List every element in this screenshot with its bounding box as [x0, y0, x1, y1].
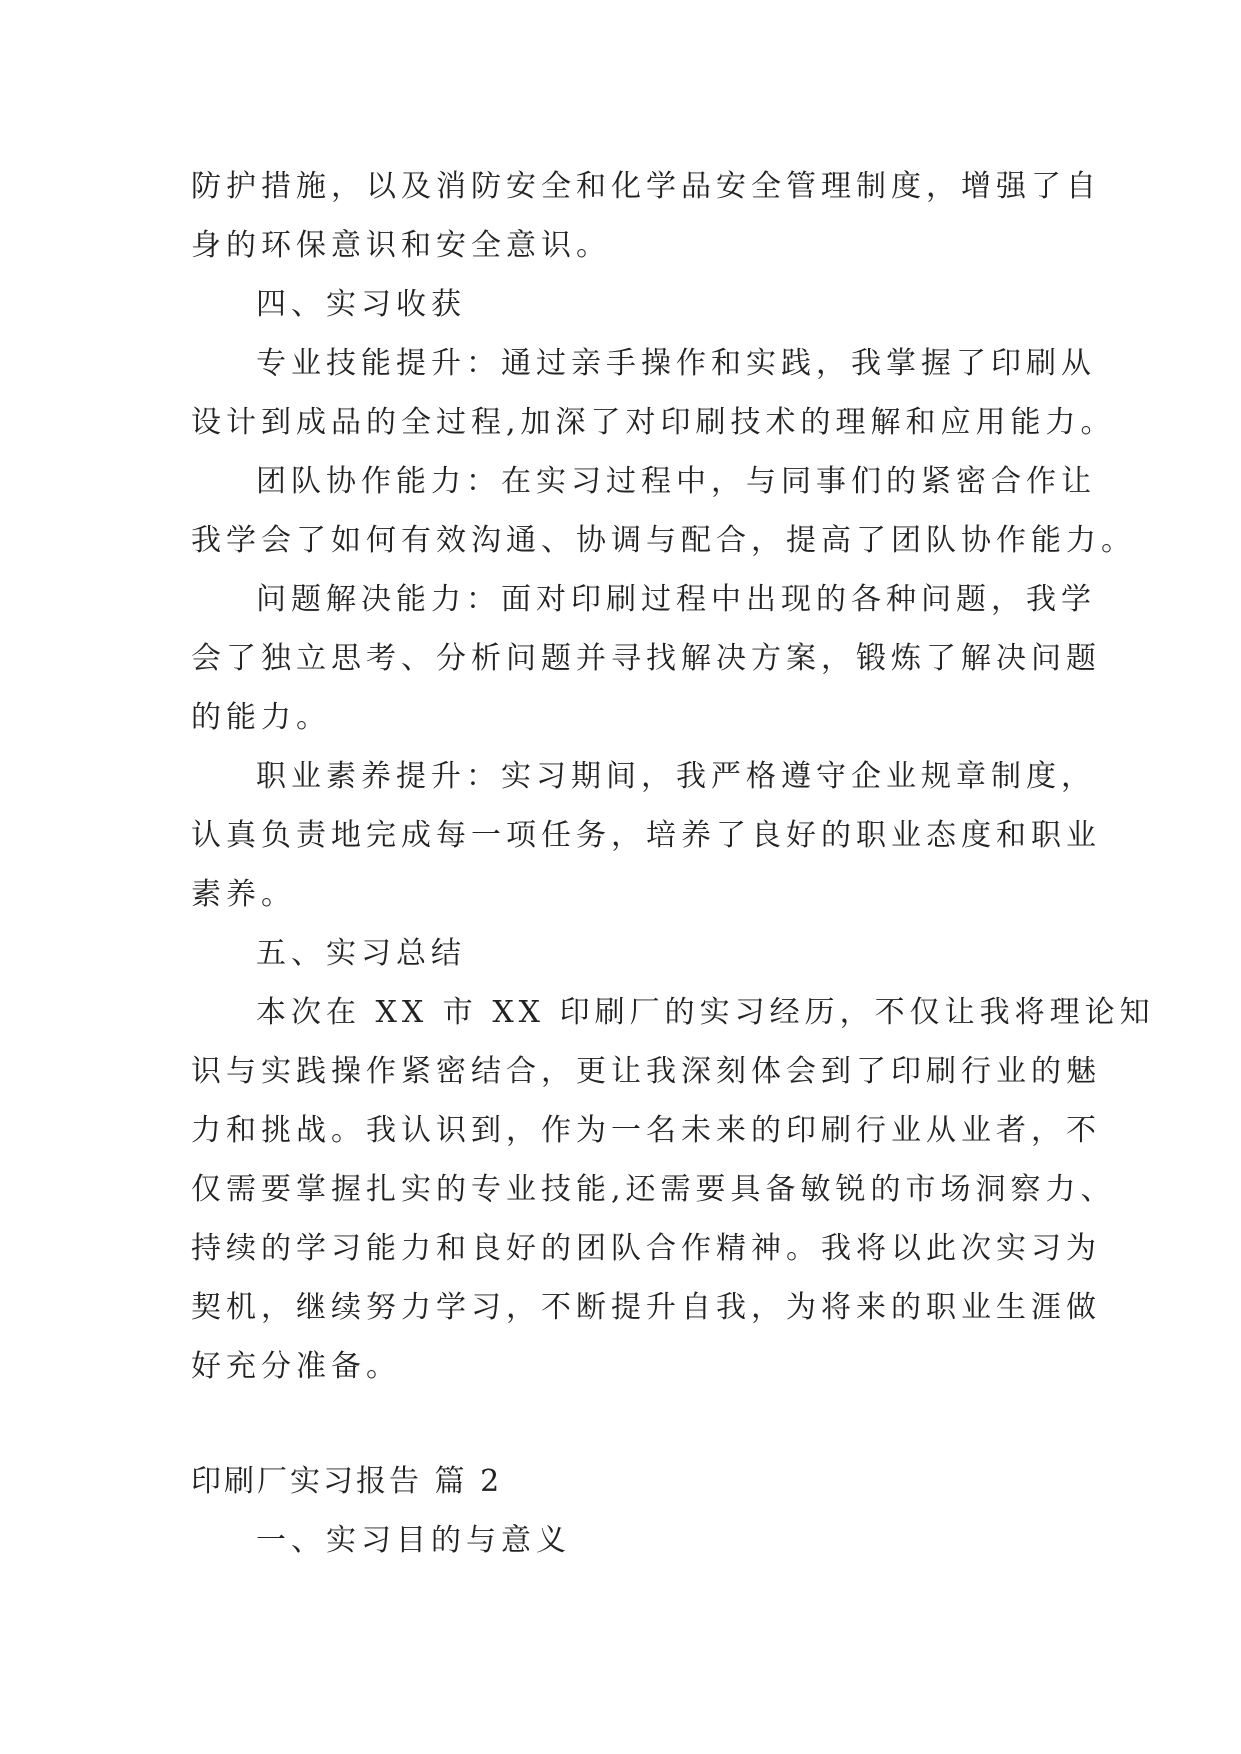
paragraph-line: 专业技能提升：通过亲手操作和实践，我掌握了印刷从 [256, 346, 1096, 381]
paragraph-line: 职业素养提升：实习期间，我严格遵守企业规章制度， [256, 759, 1096, 794]
paragraph-line: 本次在 XX 市 XX 印刷厂的实习经历，不仅让我将理论知 [256, 995, 1155, 1030]
paragraph-line: 团队协作能力：在实习过程中，与同事们的紧密合作让 [256, 464, 1096, 499]
paragraph-line: 认真负责地完成每一项任务，培养了良好的职业态度和职业 [191, 818, 1101, 853]
paragraph-line: 契机，继续努力学习，不断提升自我，为将来的职业生涯做 [191, 1290, 1101, 1325]
section-heading: 一、实习目的与意义 [256, 1523, 571, 1558]
section-heading: 五、实习总结 [256, 936, 466, 971]
section-heading: 四、实习收获 [256, 287, 466, 322]
paragraph-line: 问题解决能力：面对印刷过程中出现的各种问题，我学 [256, 582, 1096, 617]
paragraph-line: 素养。 [191, 877, 296, 912]
paragraph-line: 会了独立思考、分析问题并寻找解决方案，锻炼了解决问题 [191, 641, 1101, 676]
paragraph-line: 力和挑战。我认识到，作为一名未来的印刷行业从业者，不 [191, 1113, 1101, 1148]
paragraph-line: 的能力。 [191, 700, 331, 735]
paragraph-line: 我学会了如何有效沟通、协调与配合，提高了团队协作能力。 [191, 523, 1136, 558]
paragraph-line: 设计到成品的全过程,加深了对印刷技术的理解和应用能力。 [191, 405, 1116, 440]
paragraph-line: 识与实践操作紧密结合，更让我深刻体会到了印刷行业的魅 [191, 1054, 1101, 1089]
paragraph-line: 仅需要掌握扎实的专业技能,还需要具备敏锐的市场洞察力、 [191, 1172, 1116, 1207]
paragraph-line: 身的环保意识和安全意识。 [191, 228, 611, 263]
paragraph-line: 持续的学习能力和良好的团队合作精神。我将以此次实习为 [191, 1231, 1101, 1266]
report-title: 印刷厂实习报告 篇 2 [191, 1464, 503, 1499]
paragraph-line: 防护措施，以及消防安全和化学品安全管理制度，增强了自 [191, 169, 1101, 204]
paragraph-line: 好充分准备。 [191, 1349, 401, 1384]
